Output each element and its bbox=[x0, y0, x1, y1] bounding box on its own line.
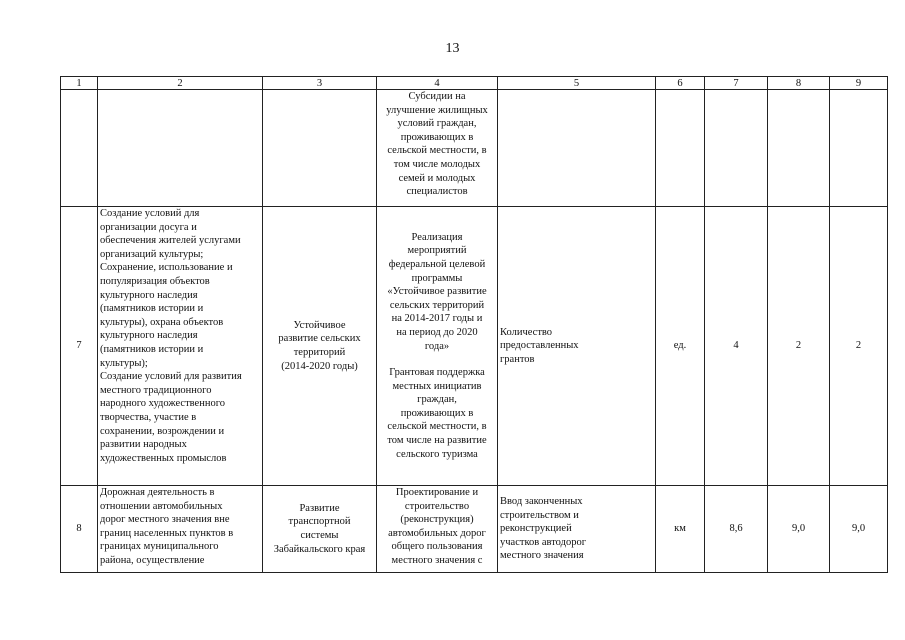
text-line: системы bbox=[300, 530, 339, 541]
header-cell: 2 bbox=[98, 77, 263, 90]
text-line: местного традиционного bbox=[100, 384, 212, 396]
measure-cell bbox=[377, 486, 498, 573]
value-cell: 9,0 bbox=[768, 486, 830, 573]
text-line: Грантовая поддержка bbox=[389, 367, 485, 379]
text-line: границ населенных пунктов в bbox=[100, 527, 234, 539]
value-cell: 8,6 bbox=[705, 486, 768, 573]
text-line: местных инициатив bbox=[392, 380, 482, 392]
value-cell: 2 bbox=[830, 207, 888, 486]
text-line: специалистов bbox=[406, 186, 468, 198]
unit-cell: км bbox=[656, 486, 705, 573]
text-line: Сохранение, использование и bbox=[100, 262, 233, 274]
program-cell bbox=[263, 486, 377, 573]
indicator-cell bbox=[498, 90, 656, 207]
text-line: (2014-2020 годы) bbox=[281, 360, 358, 372]
header-cell: 4 bbox=[377, 77, 498, 90]
table-row bbox=[61, 207, 888, 486]
text-line: участков автодорог bbox=[500, 536, 586, 548]
text-line: Ввод законченных bbox=[500, 496, 583, 508]
text-line: народного художественного bbox=[100, 398, 226, 410]
program-cell bbox=[263, 90, 377, 207]
text-line: мероприятий bbox=[407, 245, 467, 257]
measure-cell bbox=[377, 207, 498, 486]
text-line: Субсидии на bbox=[408, 91, 466, 102]
unit-cell bbox=[656, 90, 705, 207]
text-line: отношении автомобильных bbox=[100, 500, 223, 512]
text-line: грантов bbox=[500, 353, 535, 365]
table-row bbox=[61, 486, 888, 573]
text-line: местного значения с bbox=[391, 554, 483, 566]
objective-cell bbox=[98, 90, 263, 207]
text-line: программы bbox=[411, 272, 463, 284]
text-line: «Устойчивое развитие bbox=[387, 286, 487, 298]
text-line: федеральной целевой bbox=[388, 258, 486, 270]
text-line: Создание условий для развития bbox=[100, 371, 242, 383]
program-cell bbox=[263, 207, 377, 486]
unit-cell: ед. bbox=[656, 207, 705, 486]
text-line: сельского туризма bbox=[396, 448, 478, 460]
text-line: Устойчивое bbox=[293, 319, 346, 331]
objective-cell bbox=[98, 486, 263, 573]
text-line: популяризация объектов bbox=[100, 275, 210, 287]
text-line: строительство bbox=[404, 500, 470, 512]
text-line: сельских территорий bbox=[389, 299, 485, 311]
text-line: Развитие bbox=[299, 502, 340, 514]
plan-table bbox=[60, 76, 888, 573]
text-line: том числе молодых bbox=[393, 158, 481, 170]
text-line: развитии народных bbox=[100, 439, 187, 451]
text-line: условий граждан, bbox=[397, 118, 477, 130]
text-line: на период до 2020 bbox=[396, 326, 478, 338]
text-line: строительством и bbox=[500, 509, 579, 521]
text-line: художественных промыслов bbox=[100, 452, 227, 464]
text-line: культурного наследия bbox=[100, 330, 198, 342]
text-line: Количество bbox=[500, 326, 553, 338]
text-line: том числе на развитие bbox=[387, 435, 487, 447]
text-line: предоставленных bbox=[500, 340, 579, 352]
text-line: территорий bbox=[293, 347, 346, 358]
text-line: сохранении, возрождении и bbox=[100, 425, 225, 437]
text-line: улучшение жилищных bbox=[386, 104, 488, 116]
table-row bbox=[61, 90, 888, 207]
measure-text-b bbox=[379, 366, 495, 461]
text-line: организации досуга и bbox=[100, 221, 197, 233]
text-line: семей и молодых bbox=[398, 172, 476, 184]
text-line: на 2014-2017 годы и bbox=[391, 313, 483, 325]
text-line: культуры), охрана объектов bbox=[100, 316, 224, 328]
text-line: сельской местности, в bbox=[387, 421, 487, 433]
text-line: Дорожная деятельность в bbox=[100, 487, 215, 498]
text-line: транспортной bbox=[288, 516, 351, 528]
value-cell bbox=[705, 90, 768, 207]
text-line: общего пользования bbox=[391, 541, 483, 553]
value-cell bbox=[768, 90, 830, 207]
header-cell: 3 bbox=[263, 77, 377, 90]
text-line: границах муниципального bbox=[100, 541, 219, 553]
value-cell: 4 bbox=[705, 207, 768, 486]
text-line: культурного наследия bbox=[100, 289, 198, 301]
text-line: развитие сельских bbox=[278, 333, 361, 345]
text-line: района, осуществление bbox=[100, 554, 205, 566]
header-cell: 8 bbox=[768, 77, 830, 90]
text-line: года» bbox=[424, 340, 450, 352]
value-cell: 9,0 bbox=[830, 486, 888, 573]
header-cell: 1 bbox=[61, 77, 98, 90]
header-cell: 9 bbox=[830, 77, 888, 90]
text-line: Создание условий для bbox=[100, 208, 200, 219]
objective-cell bbox=[98, 207, 263, 486]
text-line: проживающих в bbox=[400, 131, 474, 143]
measure-text-a bbox=[379, 231, 495, 353]
text-line: Проектирование и bbox=[395, 487, 479, 498]
measure-cell bbox=[377, 90, 498, 207]
text-line: Реализация bbox=[411, 231, 463, 243]
text-line: (памятников истории и bbox=[100, 343, 204, 355]
text-line: реконструкцией bbox=[500, 523, 572, 535]
value-cell bbox=[830, 90, 888, 207]
text-line: творчества, участие в bbox=[100, 411, 197, 423]
text-line: автомобильных дорог bbox=[388, 527, 486, 539]
header-cell: 7 bbox=[705, 77, 768, 90]
text-line: обеспечения жителей услугами bbox=[100, 235, 241, 247]
header-row bbox=[61, 77, 888, 90]
text-line: сельской местности, в bbox=[387, 145, 487, 157]
page-number: 13 bbox=[445, 41, 460, 56]
row-number-cell: 8 bbox=[61, 486, 98, 573]
text-line: (памятников истории и bbox=[100, 303, 204, 315]
text-line: проживающих в bbox=[400, 407, 474, 419]
text-line: организаций культуры; bbox=[100, 248, 204, 260]
text-line: Забайкальского края bbox=[273, 543, 366, 555]
value-cell: 2 bbox=[768, 207, 830, 486]
text-line: культуры); bbox=[100, 357, 148, 369]
text-line: дорог местного значения вне bbox=[100, 514, 230, 526]
text-line: граждан, bbox=[417, 394, 457, 406]
indicator-cell bbox=[498, 207, 656, 486]
row-number-cell bbox=[61, 90, 98, 207]
header-cell: 6 bbox=[656, 77, 705, 90]
header-cell: 5 bbox=[498, 77, 656, 90]
indicator-cell bbox=[498, 486, 656, 573]
row-number-cell: 7 bbox=[61, 207, 98, 486]
text-line: местного значения bbox=[500, 550, 584, 562]
text-line: (реконструкция) bbox=[400, 514, 474, 526]
